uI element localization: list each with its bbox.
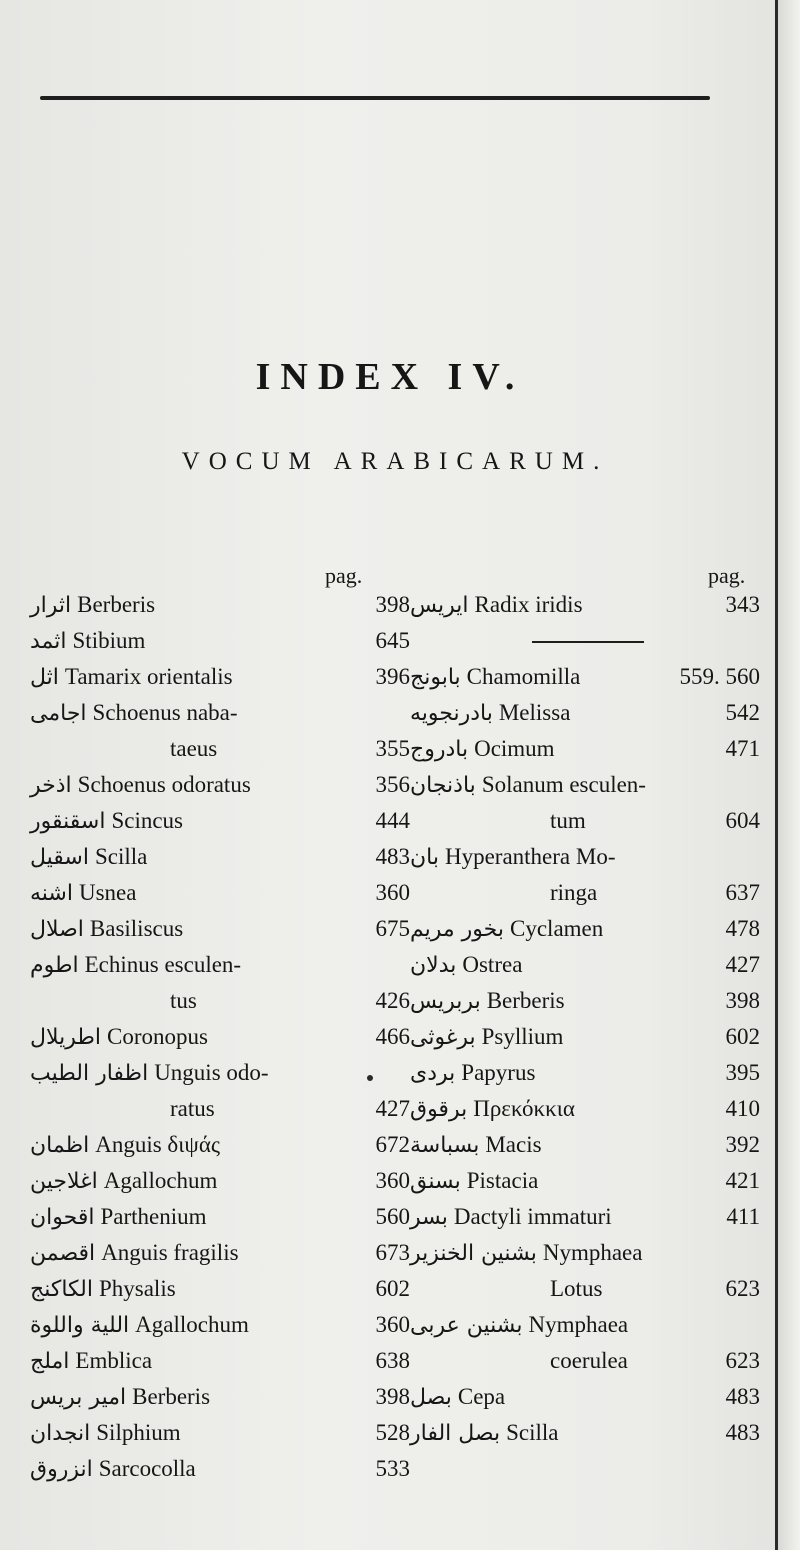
index-entry bbox=[30, 1127, 410, 1163]
latin-term-continuation: tus bbox=[170, 988, 197, 1013]
index-entry bbox=[30, 947, 410, 1019]
page-number: 421 bbox=[725, 1168, 760, 1193]
latin-term: Schoenus naba- bbox=[92, 700, 238, 725]
arabic-term: بشنين عربى bbox=[410, 1313, 523, 1338]
latin-term-continuation: coerulea bbox=[550, 1348, 628, 1373]
index-entry bbox=[30, 767, 410, 803]
page-number: 466 bbox=[375, 1024, 410, 1049]
index-entry bbox=[410, 731, 760, 767]
page-number: 398 bbox=[375, 592, 410, 617]
index-entry bbox=[30, 1235, 410, 1271]
arabic-term: اغلاجين bbox=[30, 1169, 98, 1194]
index-entry bbox=[30, 1415, 410, 1451]
index-entry bbox=[410, 839, 760, 911]
latin-term: Πρεκόκκια bbox=[473, 1096, 575, 1121]
page-number: 427 bbox=[725, 952, 760, 977]
index-entry bbox=[30, 875, 410, 911]
index-entry bbox=[410, 1019, 760, 1055]
page-number: 483 bbox=[725, 1384, 760, 1409]
page-number: 623 bbox=[725, 1348, 760, 1373]
index-entry bbox=[410, 1055, 760, 1091]
index-entry bbox=[30, 839, 410, 875]
index-entry bbox=[410, 1199, 760, 1235]
page-number: 638 bbox=[375, 1348, 410, 1373]
arabic-term: انجدان bbox=[30, 1421, 91, 1446]
latin-term-continuation: Lotus bbox=[550, 1276, 603, 1301]
arabic-term: بصل bbox=[410, 1385, 452, 1410]
arabic-term: بادروج bbox=[410, 737, 469, 762]
latin-term: Agallochum bbox=[103, 1168, 218, 1193]
index-entry bbox=[30, 587, 410, 623]
latin-term: Usnea bbox=[78, 880, 137, 905]
latin-term: Papyrus bbox=[461, 1060, 536, 1085]
latin-term-continuation: tum bbox=[550, 808, 586, 833]
latin-term: Scilla bbox=[506, 1420, 559, 1445]
arabic-term: بشنين الخنزير bbox=[410, 1241, 537, 1266]
page-number: 355 bbox=[375, 736, 410, 761]
latin-term: Solanum esculen- bbox=[481, 772, 646, 797]
arabic-term: بابونج bbox=[410, 665, 461, 690]
page-title: INDEX IV. bbox=[255, 356, 525, 398]
page-number: 444 bbox=[375, 808, 410, 833]
page-number: 533 bbox=[375, 1456, 410, 1481]
latin-term: Physalis bbox=[98, 1276, 176, 1301]
latin-term: Ostrea bbox=[462, 952, 523, 977]
index-entry bbox=[30, 1343, 410, 1379]
latin-term: Sarcocolla bbox=[98, 1456, 196, 1481]
page-number: 542 bbox=[725, 700, 760, 725]
latin-term: Psyllium bbox=[481, 1024, 564, 1049]
index-entry bbox=[410, 1235, 760, 1307]
arabic-term: انزروق bbox=[30, 1457, 93, 1482]
index-entry bbox=[410, 1379, 760, 1415]
page-number: 478 bbox=[725, 916, 760, 941]
arabic-term: اسقيل bbox=[30, 845, 89, 870]
page-number: 411 bbox=[726, 1204, 760, 1229]
arabic-term: بربريس bbox=[410, 989, 481, 1014]
index-entry bbox=[30, 1271, 410, 1307]
index-entry bbox=[410, 947, 760, 983]
pag-label-left: pag. bbox=[325, 563, 363, 588]
latin-term: Dactyli immaturi bbox=[453, 1204, 612, 1229]
page-number: 483 bbox=[725, 1420, 760, 1445]
arabic-term: باذنجان bbox=[410, 773, 476, 798]
arabic-term: اظفار الطيب bbox=[30, 1061, 149, 1086]
latin-term: Scincus bbox=[111, 808, 183, 833]
divider-line bbox=[532, 641, 644, 643]
latin-term: Unguis odo- bbox=[154, 1060, 269, 1085]
arabic-term: بسر bbox=[410, 1205, 448, 1230]
index-entry bbox=[410, 1163, 760, 1199]
index-entry bbox=[410, 983, 760, 1019]
index-entry bbox=[410, 1415, 760, 1451]
arabic-term: اللية واللوة bbox=[30, 1313, 130, 1338]
latin-term: Schoenus odoratus bbox=[77, 772, 251, 797]
latin-term: Hyperanthera Mo- bbox=[444, 844, 616, 869]
page-number: 395 bbox=[725, 1060, 760, 1085]
arabic-term: اذخر bbox=[30, 773, 72, 798]
page-number: 637 bbox=[725, 880, 760, 905]
index-entry bbox=[30, 803, 410, 839]
arabic-term: اثرار bbox=[30, 593, 72, 618]
arabic-term: برقوق bbox=[410, 1097, 468, 1122]
latin-term: Agallochum bbox=[135, 1312, 249, 1337]
arabic-term: امير بريس bbox=[30, 1385, 127, 1410]
arabic-term: اجامى bbox=[30, 701, 87, 726]
arabic-term: املج bbox=[30, 1349, 70, 1374]
latin-term: Basiliscus bbox=[89, 916, 184, 941]
latin-term: Echinus esculen- bbox=[84, 952, 242, 977]
index-entry bbox=[30, 659, 410, 695]
page-number: 673 bbox=[375, 1240, 410, 1265]
arabic-term: اثمد bbox=[30, 629, 67, 654]
latin-term: Nymphaea bbox=[528, 1312, 629, 1337]
index-entry bbox=[30, 1379, 410, 1415]
ink-mark bbox=[367, 1075, 373, 1081]
latin-term: Tamarix orientalis bbox=[64, 664, 233, 689]
page-number: 360 bbox=[375, 1312, 410, 1337]
arabic-term: الكاكنج bbox=[30, 1277, 93, 1302]
arabic-term: اشنه bbox=[30, 881, 73, 906]
latin-term: Anguis fragilis bbox=[101, 1240, 239, 1265]
arabic-term: بدلان bbox=[410, 953, 457, 978]
arabic-term: بادرنجويه bbox=[410, 701, 493, 726]
latin-term: Macis bbox=[485, 1132, 542, 1157]
page-number: 560 bbox=[375, 1204, 410, 1229]
latin-term: Coronopus bbox=[107, 1024, 208, 1049]
latin-term: Pistacia bbox=[466, 1168, 539, 1193]
page-edge bbox=[778, 0, 800, 1550]
latin-term-continuation: ratus bbox=[170, 1096, 215, 1121]
arabic-term: اثل bbox=[30, 665, 59, 690]
top-rule bbox=[40, 96, 710, 100]
latin-term: Radix iridis bbox=[474, 592, 583, 617]
latin-term-continuation: ringa bbox=[550, 880, 598, 905]
index-column-right bbox=[410, 587, 760, 1451]
index-entry bbox=[30, 1019, 410, 1055]
arabic-term: بسنق bbox=[410, 1169, 461, 1194]
page-number: 398 bbox=[725, 988, 760, 1013]
arabic-term: ايريس bbox=[410, 593, 469, 618]
latin-term: Nymphaea bbox=[542, 1240, 643, 1265]
arabic-term: بخور مريم bbox=[410, 917, 504, 942]
latin-term: Chamomilla bbox=[466, 664, 581, 689]
index-entry bbox=[30, 1163, 410, 1199]
page-edge-line bbox=[775, 0, 778, 1550]
arabic-term: اطوم bbox=[30, 953, 79, 978]
page-number: 360 bbox=[375, 1168, 410, 1193]
index-entry bbox=[30, 1199, 410, 1235]
page-number: 398 bbox=[375, 1384, 410, 1409]
latin-term: Anguis διψάς bbox=[95, 1132, 220, 1157]
page-number: 343 bbox=[725, 592, 760, 617]
section-divider bbox=[410, 623, 760, 659]
arabic-term: بصل الفار bbox=[410, 1421, 501, 1446]
arabic-term: برغوثى bbox=[410, 1025, 476, 1050]
arabic-term: اظمان bbox=[30, 1133, 90, 1158]
arabic-term: اطريلال bbox=[30, 1025, 101, 1050]
pag-label-right: pag. bbox=[708, 563, 746, 588]
index-entry bbox=[410, 911, 760, 947]
page-number: 356 bbox=[375, 772, 410, 797]
latin-term: Scilla bbox=[94, 844, 148, 869]
index-entry bbox=[30, 695, 410, 767]
page-number: 483 bbox=[375, 844, 410, 869]
index-entry bbox=[410, 1307, 760, 1379]
index-entry bbox=[30, 1307, 410, 1343]
index-entry bbox=[410, 1127, 760, 1163]
arabic-term: اقصمن bbox=[30, 1241, 96, 1266]
page-number: 602 bbox=[375, 1276, 410, 1301]
page-number: 602 bbox=[725, 1024, 760, 1049]
page-number: 528 bbox=[375, 1420, 410, 1445]
page-number: 471 bbox=[725, 736, 760, 761]
page-number: 360 bbox=[375, 880, 410, 905]
index-entry bbox=[410, 587, 760, 623]
latin-term: Cyclamen bbox=[510, 916, 604, 941]
latin-term: Cepa bbox=[457, 1384, 506, 1409]
arabic-term: اقحوان bbox=[30, 1205, 95, 1230]
latin-term: Parthenium bbox=[100, 1204, 207, 1229]
arabic-term: بان bbox=[410, 845, 439, 870]
latin-term: Ocimum bbox=[474, 736, 555, 761]
latin-term: Silphium bbox=[96, 1420, 181, 1445]
arabic-term: بسباسة bbox=[410, 1133, 480, 1158]
page-number: 645 bbox=[375, 628, 410, 653]
index-entry bbox=[410, 695, 760, 731]
page-number: 623 bbox=[725, 1276, 760, 1301]
index-entry bbox=[30, 623, 410, 659]
page-subtitle: VOCUM ARABICARUM. bbox=[181, 448, 609, 475]
latin-term: Stibium bbox=[72, 628, 146, 653]
arabic-term: اصلال bbox=[30, 917, 84, 942]
latin-term-continuation: taeus bbox=[170, 736, 218, 761]
page-number: 392 bbox=[725, 1132, 760, 1157]
index-entry bbox=[410, 767, 760, 839]
page-number: 427 bbox=[375, 1096, 410, 1121]
latin-term: Berberis bbox=[132, 1384, 211, 1409]
arabic-term: بردى bbox=[410, 1061, 456, 1086]
latin-term: Emblica bbox=[75, 1348, 153, 1373]
latin-term: Melissa bbox=[498, 700, 571, 725]
index-entry bbox=[30, 1451, 410, 1487]
index-entry bbox=[30, 911, 410, 947]
index-column-left bbox=[30, 587, 410, 1487]
index-entry bbox=[30, 1055, 410, 1127]
index-entry bbox=[410, 659, 760, 695]
page-number: 396 bbox=[375, 664, 410, 689]
page-number: 410 bbox=[725, 1096, 760, 1121]
page-number: 604 bbox=[725, 808, 760, 833]
latin-term: Berberis bbox=[486, 988, 565, 1013]
page-number: 672 bbox=[375, 1132, 410, 1157]
page-number: 559. 560 bbox=[679, 664, 760, 689]
arabic-term: اسقنقور bbox=[30, 809, 106, 834]
page-number: 426 bbox=[375, 988, 410, 1013]
page-number: 675 bbox=[375, 916, 410, 941]
index-entry bbox=[410, 1091, 760, 1127]
latin-term: Berberis bbox=[77, 592, 156, 617]
